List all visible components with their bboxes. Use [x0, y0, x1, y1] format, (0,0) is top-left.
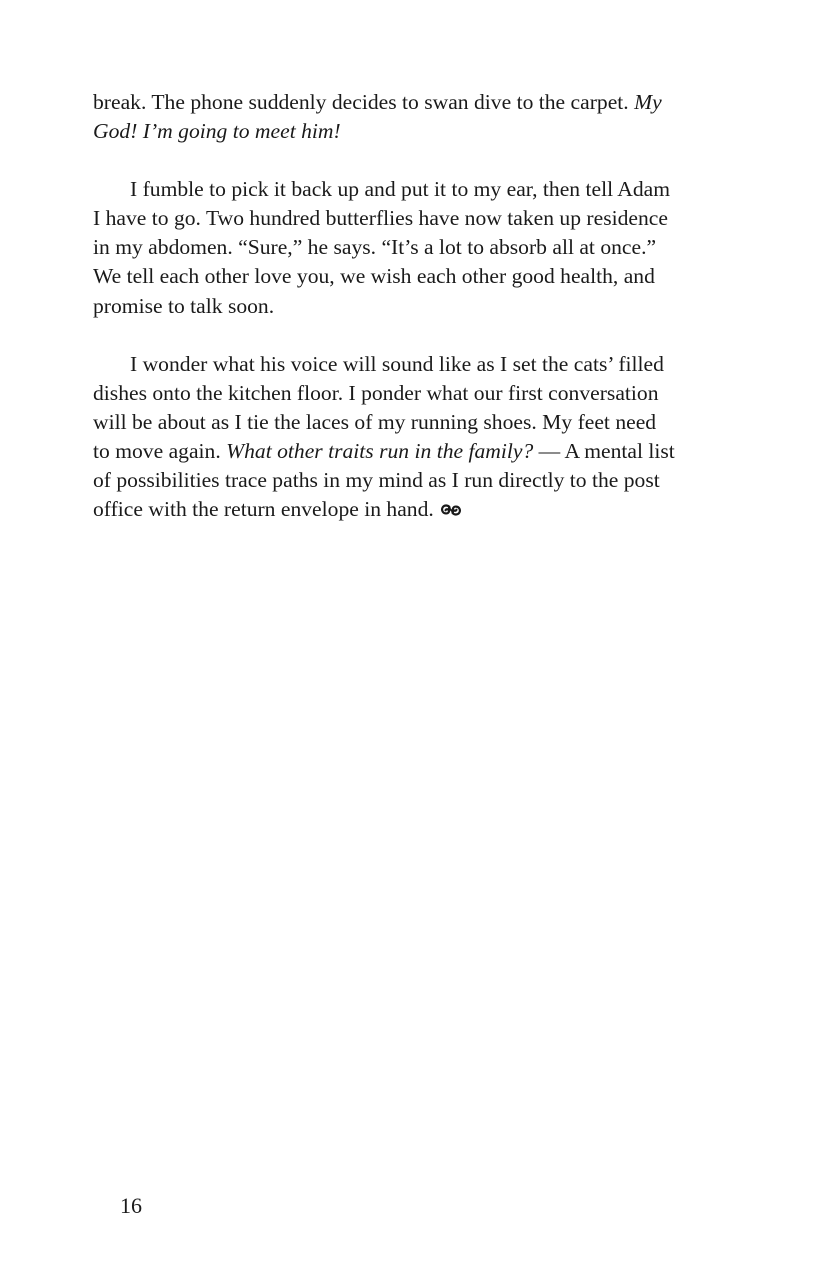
paragraph-1-line-2: God! I’m going to meet him! — [93, 119, 341, 144]
paragraph-3-line-4 — [93, 437, 733, 466]
paragraph-1-line-1-italic: My — [634, 90, 662, 114]
paragraph-1-line-1 — [93, 88, 733, 117]
paragraph-3-line-1: I wonder what his voice will sound like as I set the cats’ filled — [130, 351, 664, 376]
paragraph-1 — [93, 88, 733, 146]
paragraph-3-line-2: dishes onto the kitchen floor. I ponder what our first conversation — [93, 380, 659, 405]
paragraph-3-line-6 — [93, 495, 733, 525]
paragraph-3 — [93, 350, 733, 526]
end-of-story-ornament-icon — [440, 496, 462, 525]
paragraph-2-line-3: in my abdomen. “Sure,” he says. “It’s a lot to absorb all at once.” — [93, 235, 657, 260]
paragraph-2 — [93, 175, 733, 320]
paragraph-2-line-5: promise to talk soon. — [93, 293, 275, 318]
paragraph-3-line-6-text: office with the return envelope in hand. — [93, 497, 434, 522]
paragraph-2-line-2: I have to go. Two hundred butterflies have now taken up residence — [93, 206, 668, 231]
paragraph-3-line-5: of possibilities trace paths in my mind as I run directly to the post — [93, 468, 660, 493]
paragraph-1-line-1-text: break. The phone suddenly decides to swan dive to the carpet. — [93, 90, 635, 114]
paragraph-2-line-4: We tell each other love you, we wish each other good health, and — [93, 264, 655, 289]
page-number: 16 — [120, 1193, 142, 1218]
paragraph-2-line-1: I fumble to pick it back up and put it to my ear, then tell Adam — [130, 177, 671, 202]
paragraph-3-line-3: will be about as I tie the laces of my running shoes. My feet need — [93, 409, 657, 434]
body-text — [93, 88, 733, 554]
paragraph-3-line-4-italic: What other traits run in the family? — [226, 438, 534, 463]
paragraph-3-line-4-tail: — A mental list — [533, 438, 675, 463]
paragraph-3-line-4-text: to move again. — [93, 438, 227, 463]
